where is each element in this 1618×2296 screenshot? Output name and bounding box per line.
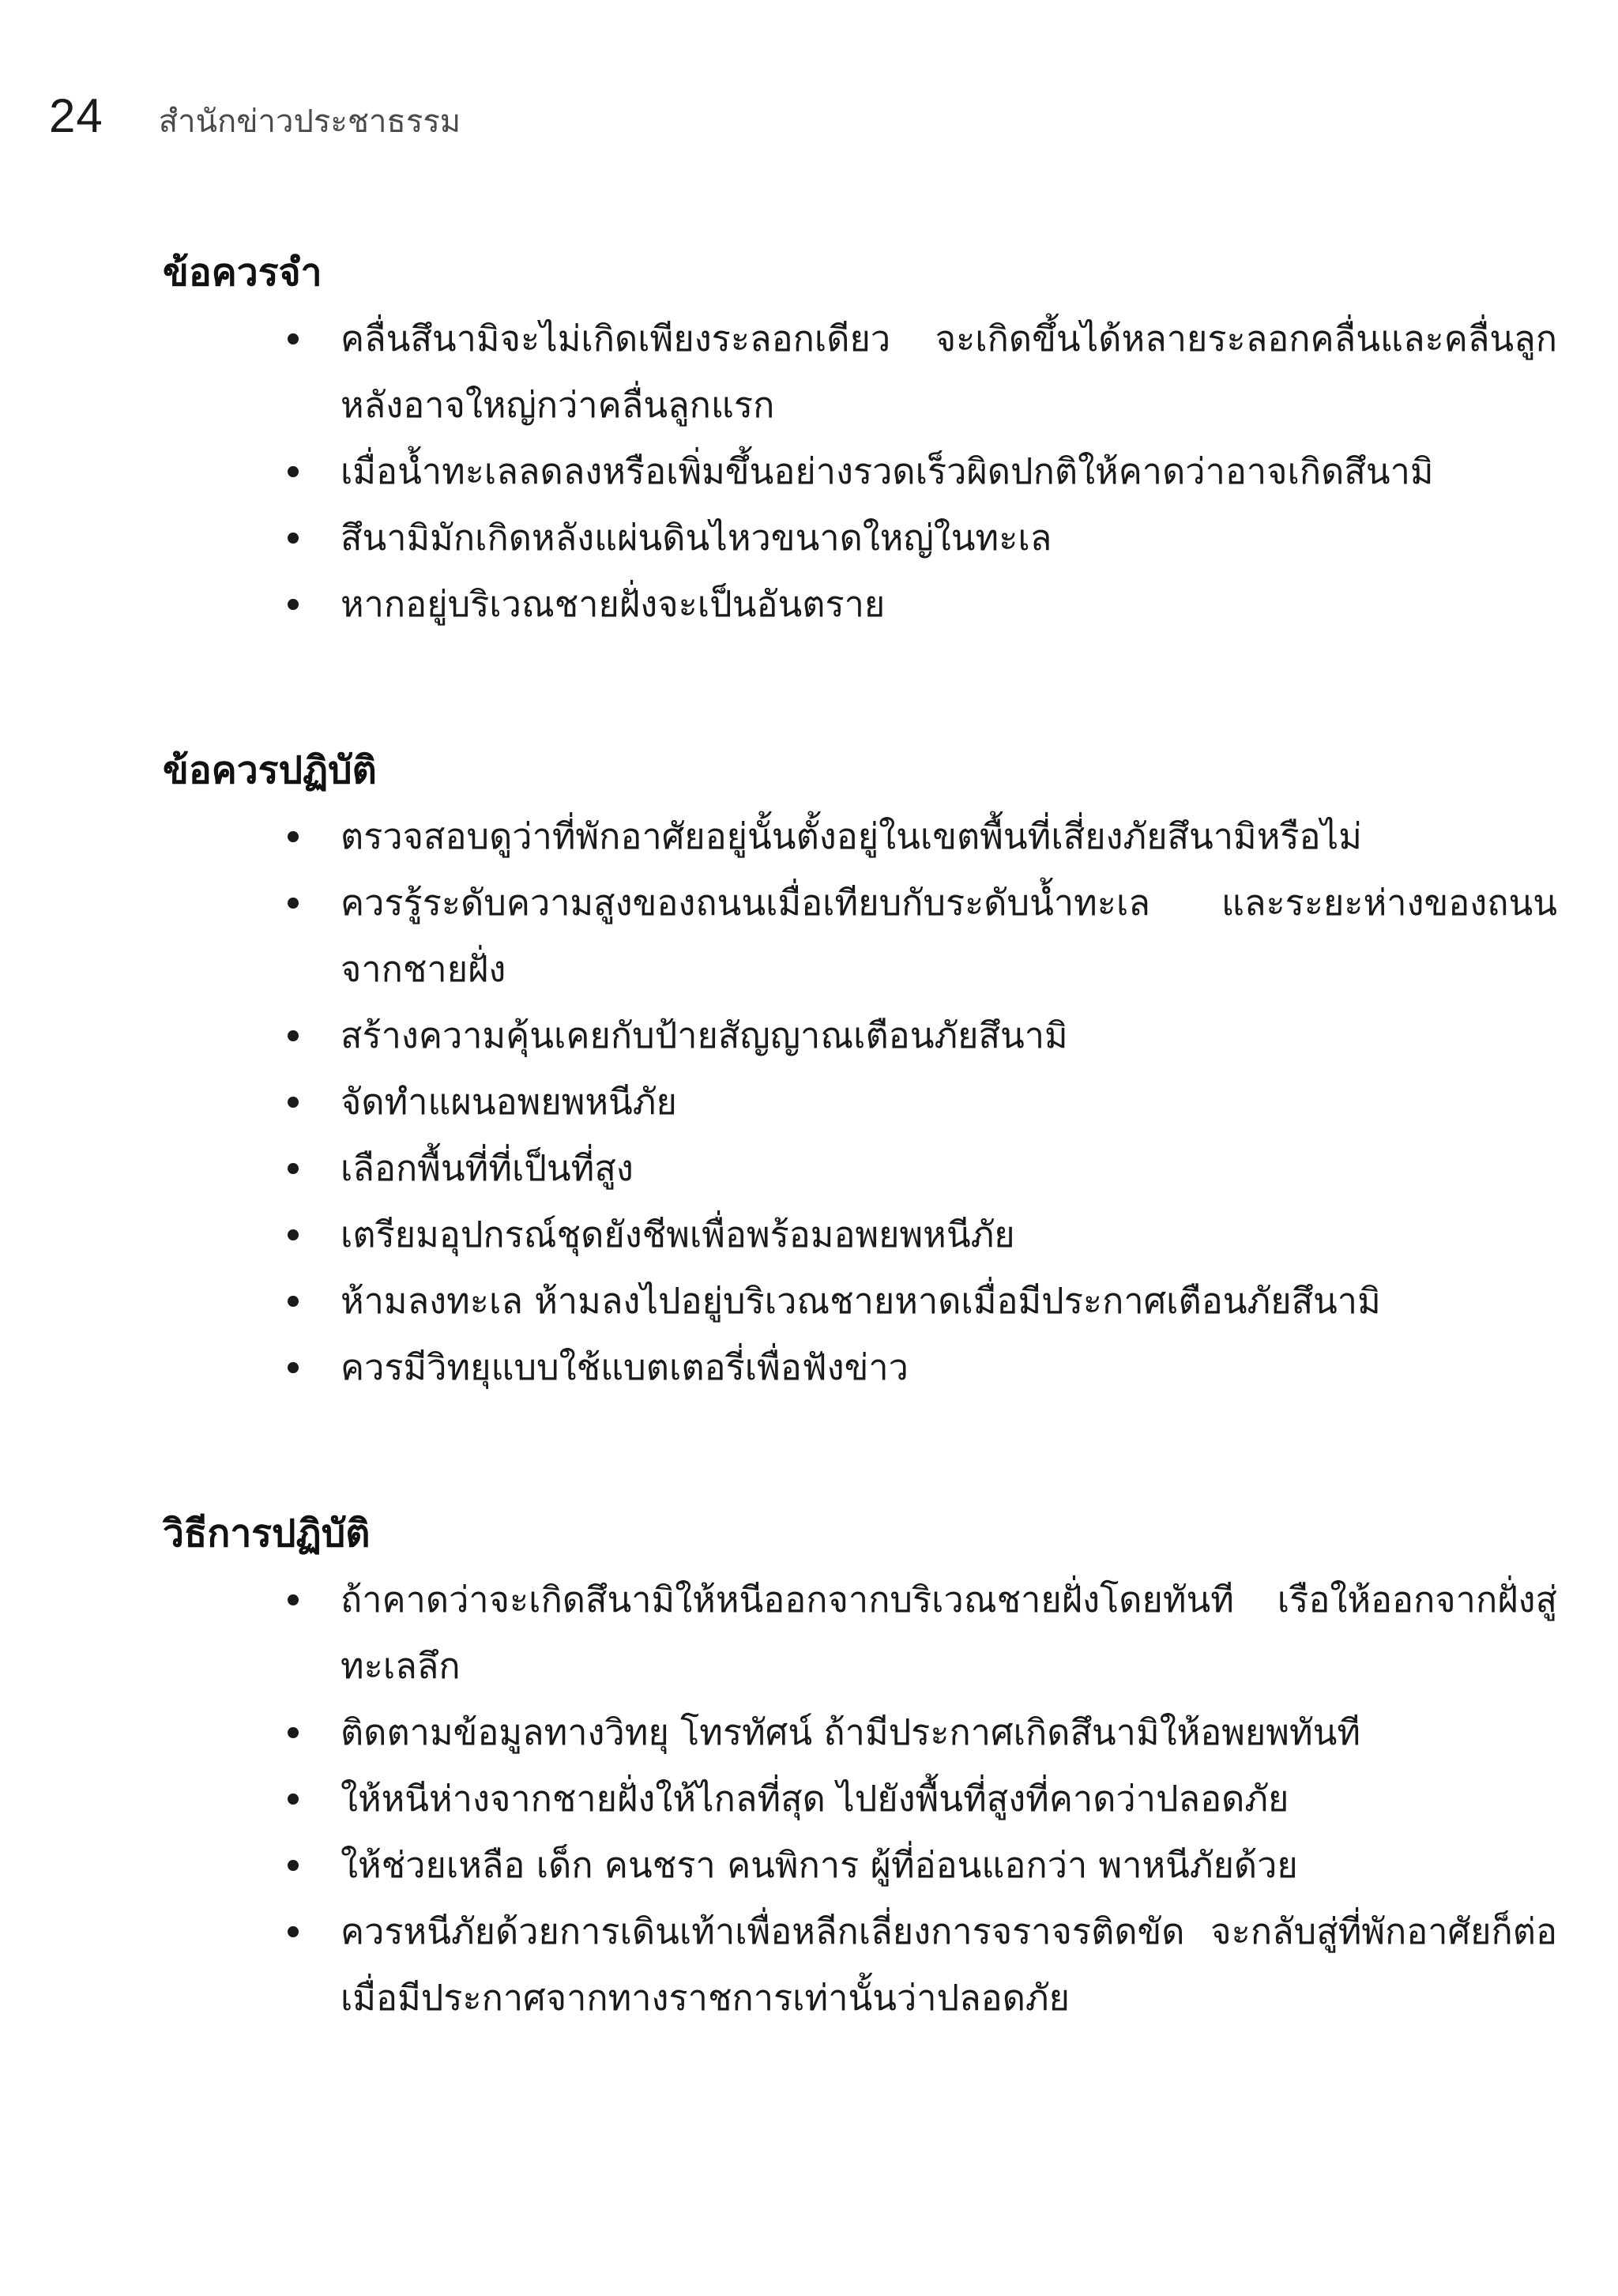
list-item-text: เลือกพื้นที่ที่เป็นที่สูง (341, 1147, 634, 1189)
list-item (163, 571, 1395, 638)
page-number: 24 (49, 89, 103, 142)
bullet-icon (288, 1594, 299, 1605)
bullet-icon (288, 1794, 299, 1805)
list-item (163, 1766, 1395, 1832)
bullet-icon (288, 898, 299, 909)
bullet-icon (288, 1860, 299, 1871)
list-item (163, 1832, 1395, 1899)
list-item (163, 1069, 1395, 1135)
bullet-icon (288, 1727, 299, 1738)
list-item-text: คลื่นสึนามิจะไม่เกิดเพียงระลอกเดียว จะเกิดขึ้นได้หลายระลอกคลื่นและคลื่นลูกหลังอาจใหญ่กว่าคลื่นลูกแรก (341, 318, 1557, 426)
section-procedures (163, 1502, 1557, 2031)
list-item (163, 804, 1395, 870)
list-item (163, 1003, 1395, 1069)
bullet-icon (288, 1163, 299, 1174)
bullet-icon (288, 1097, 299, 1108)
list-item-text: จัดทำแผนอพยพหนีภัย (341, 1081, 677, 1123)
bullet-icon (288, 533, 299, 544)
bullet-icon (288, 333, 299, 344)
list-item-text: เมื่อน้ำทะเลลดลงหรือเพิ่มขึ้นอย่างรวดเร็วผิดปกติให้คาดว่าอาจเกิดสึนามิ (341, 450, 1434, 492)
list-item-text: ควรรู้ระดับความสูงของถนนเมื่อเทียบกับระดับน้ำทะเล และระยะห่างของถนนจากชายฝั่ง (341, 882, 1557, 990)
list-item-text: เตรียมอุปกรณ์ชุดยังชีพเพื่อพร้อมอพยพหนีภัย (341, 1214, 1015, 1255)
list-item-text: ให้ช่วยเหลือ เด็ก คนชรา คนพิการ ผู้ที่อ่อนแอกว่า พาหนีภัยด้วย (341, 1844, 1298, 1886)
list-item-text: ติดตามข้อมูลทางวิทยุ โทรทัศน์ ถ้ามีประกาศเกิดสึนามิให้อพยพทันที (341, 1711, 1361, 1753)
list-item (163, 1334, 1395, 1401)
bullet-icon (288, 466, 299, 477)
list-item (163, 1899, 1557, 2031)
bullet-icon (288, 1229, 299, 1240)
list-item (163, 1268, 1395, 1334)
section-title: ข้อควรปฏิบัติ (163, 748, 377, 792)
bullet-icon (288, 1926, 299, 1937)
bullet-icon (288, 1030, 299, 1041)
list-item-text: ถ้าคาดว่าจะเกิดสึนามิให้หนีออกจากบริเวณชายฝั่งโดยทันที เรือให้ออกจากฝั่งสู่ทะเลลึก (341, 1579, 1557, 1687)
list-item (163, 1699, 1395, 1766)
list-item (163, 870, 1557, 1003)
list-item-text: สึนามิมักเกิดหลังแผ่นดินไหวขนาดใหญ่ในทะเล (341, 517, 1052, 559)
section-title: ข้อควรจำ (163, 250, 322, 295)
list-item (163, 306, 1557, 438)
list-item-text: หากอยู่บริเวณชายฝั่งจะเป็นอันตราย (341, 583, 886, 625)
bullet-icon (288, 1296, 299, 1307)
list-item (163, 505, 1395, 571)
section-remember (163, 241, 1557, 638)
list-item-text: ให้หนีห่างจากชายฝั่งให้ไกลที่สุด ไปยังพื้นที่สูงที่คาดว่าปลอดภัย (341, 1778, 1289, 1820)
list-item (163, 438, 1434, 505)
section-guidelines (163, 739, 1557, 1401)
list-item (163, 1202, 1395, 1268)
section-title: วิธีการปฏิบัติ (163, 1511, 371, 1556)
bullet-list (163, 1567, 1557, 2031)
list-item (163, 1567, 1557, 1699)
list-item-text: สร้างความคุ้นเคยกับป้ายสัญญาณเตือนภัยสึนามิ (341, 1014, 1068, 1056)
bullet-list (163, 306, 1557, 638)
page-header (49, 88, 461, 152)
list-item-text: ควรมีวิทยุแบบใช้แบตเตอรี่เพื่อฟังข่าว (341, 1346, 909, 1388)
publisher-name: สำนักข่าวประชาธรรม (158, 104, 461, 140)
list-item-text: ตรวจสอบดูว่าที่พักอาศัยอยู่นั้นตั้งอยู่ในเขตพื้นที่เสี่ยงภัยสึนามิหรือไม่ (341, 815, 1362, 857)
bullet-icon (288, 599, 299, 610)
list-item-text: ห้ามลงทะเล ห้ามลงไปอยู่บริเวณชายหาดเมื่อมีประกาศเตือนภัยสึนามิ (341, 1280, 1381, 1322)
bullet-icon (288, 1362, 299, 1373)
list-item-text: ควรหนีภัยด้วยการเดินเท้าเพื่อหลีกเลี่ยงการจราจรติดขัด จะกลับสู่ที่พักอาศัยก็ต่อเมื่อมีประกาศจากทางราชการเท่านั้นว่าปลอดภัย (341, 1910, 1557, 2019)
bullet-icon (288, 831, 299, 842)
document-body (163, 241, 1557, 2031)
bullet-list (163, 804, 1557, 1401)
list-item (163, 1135, 1395, 1202)
